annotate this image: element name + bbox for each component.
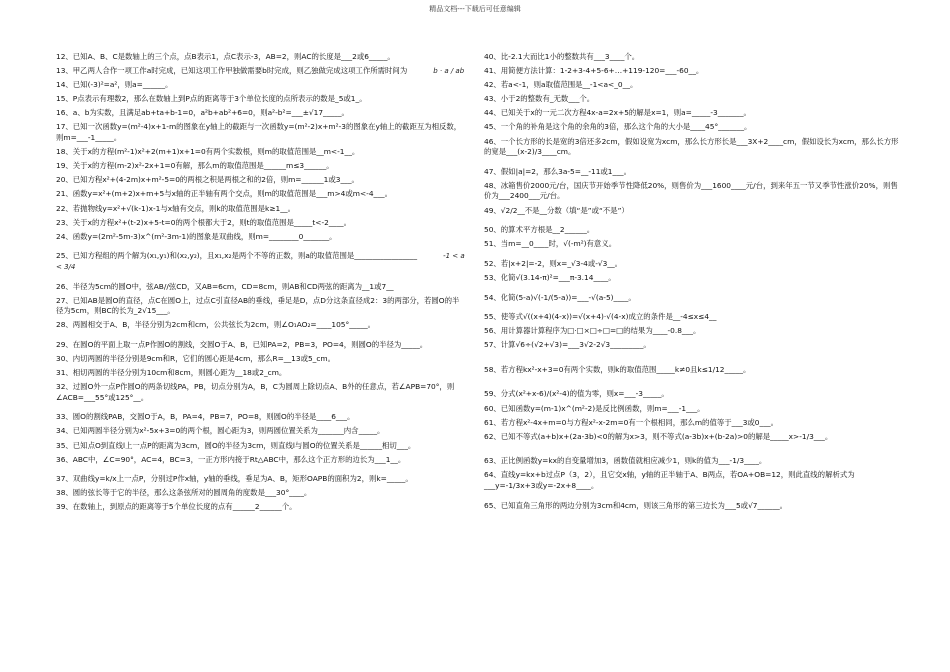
question-text: 46、一个长方形的长是宽的3倍还多2cm，假如设宽为xcm，那么长方形长是___3X+2____cm，假如设长为xcm，那么长方形的宽是___(x-2)/3____cm。 xyxy=(484,136,899,157)
question-text: 47、假如|a|=2，那么3a-5=__-11或1___。 xyxy=(484,166,631,176)
question-text: 26、半径为5cm的圆O中，弦AB//弦CD，又AB=6cm，CD=8cm，则AB和CD两弦的距离为__1或7__ xyxy=(56,281,394,291)
question-text: 18、关于x的方程(m²-1)x²+2(m+1)x+1=0有两个实数根，则m的取值范围是__m<-1__。 xyxy=(56,147,360,157)
question-item xyxy=(56,161,466,172)
question-text: 52、若|x+2|=-2，则x=_√3-4或-√3__。 xyxy=(484,258,623,268)
question-item xyxy=(56,502,466,513)
question-text: 63、正比例函数y=kx的自变量增加3，函数值就相应减少1，则k的值为___-1/3____。 xyxy=(484,456,767,466)
question-item xyxy=(484,206,904,217)
question-text: 15、P点表示有理数2，那么在数轴上到P点的距离等于3个单位长度的点所表示的数是_5或1_。 xyxy=(56,94,367,104)
question-text: 21、函数y=x²+(m+2)x+m+5与x轴的正半轴有两个交点，则m的取值范围是___m>4或m<-4___。 xyxy=(56,189,392,199)
question-item xyxy=(484,66,904,77)
question-item xyxy=(484,293,904,304)
question-formula: -1 < a < 3/4 xyxy=(56,252,465,271)
question-text: 48、冰箱售价2000元/台，国庆节开始季节性降低20%，则售价为___1600____元/台，到来年五一节又季节性涨价20%，则售价为___2400___元/台。 xyxy=(484,180,898,201)
question-text: 17、已知一次函数y=(m²-4)x+1-m的图象在y轴上的截距与一次函数y=(m²-2)x+m²-3的图象在y轴上的截距互为相反数，则m=___-1_____。 xyxy=(56,122,462,143)
question-text: 57、计算√6÷(√2+√3)=___3√2-2√3_________。 xyxy=(484,340,651,350)
question-text: 20、已知方程x²+(4-2m)x+m²-5=0的两根之积是两根之和的2倍，则m=______1或3___。 xyxy=(56,175,359,185)
question-text: 38、圆的弦长等于它的半径，那么这条弦所对的圆周角的度数是___30°____。 xyxy=(56,488,312,498)
question-item xyxy=(484,122,904,133)
question-item xyxy=(484,456,904,467)
question-text: 23、关于x的方程x²+(t-2)x+5-t=0的两个根都大于2，则t的取值范围是_____t<-2____。 xyxy=(56,217,351,227)
question-item xyxy=(56,368,466,379)
question-text: 65、已知直角三角形的两边分别为3cm和4cm，则该三角形的第三边长为___5或√7______。 xyxy=(484,500,788,510)
question-item xyxy=(56,474,466,485)
question-text: 32、过圆O外一点P作圆O的两条切线PA，PB，切点分别为A，B，C为圆周上除切点A、B外的任意点，若∠APB=70°，则∠ACB=___55°或125°__。 xyxy=(56,382,455,402)
question-item xyxy=(56,426,466,437)
question-text: 60、已知函数y=(m-1)x^(m²-2)是反比例函数，则m=___-1___。 xyxy=(484,403,705,413)
question-text: 25、已知方程组的两个解为(x₁,y₁)和(x₂,y₂)，且x₁,x₂是两个不等的正数，则a的取值范围是_________________ xyxy=(56,251,418,261)
question-item xyxy=(484,389,904,400)
question-item xyxy=(56,455,466,466)
question-text: 61、若方程x²-4x+m=0与方程x²-x-2m=0有一个根相同，那么m的值等于___3或0___。 xyxy=(484,417,778,427)
question-text: 13、甲乙两人合作一项工作a时完成，已知这项工作甲独做需要b时完成，则乙独做完成这项工作所需时间为 xyxy=(56,66,408,76)
question-item xyxy=(484,239,904,250)
question-item xyxy=(56,320,466,331)
question-item xyxy=(56,204,466,215)
question-item xyxy=(484,365,904,376)
question-text: 54、化简(5-a)√(-1/(5-a))=___-√(a-5)____。 xyxy=(484,292,636,302)
question-text: 36、ABC中，∠C=90°，AC=4，BC=3，一正方形内接于Rt△ABC中，那么这个正方形的边长为___1__。 xyxy=(56,454,406,464)
question-item xyxy=(484,52,904,63)
question-text: 55、使等式√((x+4)(4-x))=√(x+4)·√(4-x)成立的条件是__-4≤x≤4__ xyxy=(484,312,717,322)
question-item xyxy=(484,470,904,491)
question-item xyxy=(484,80,904,91)
question-text: 42、若a<-1，则a取值范围是__-1<a<_0__。 xyxy=(484,80,638,90)
question-item xyxy=(56,382,466,403)
question-item xyxy=(56,175,466,186)
question-item xyxy=(56,52,466,63)
question-item xyxy=(56,94,466,105)
question-item xyxy=(56,122,466,143)
question-text: 56、用计算器计算程序为□·□×□÷□=□的结果为____-0.8___。 xyxy=(484,326,701,336)
question-text: 58、若方程kx²-x+3=0有两个实数，则k的取值范围_____k≠0且k≤1/12_____。 xyxy=(484,364,751,374)
question-text: 40、比-2.1大而比1小的整数共有___3____个。 xyxy=(484,52,640,61)
question-item xyxy=(484,326,904,337)
question-item xyxy=(484,418,904,429)
question-item xyxy=(56,354,466,365)
right-column xyxy=(484,52,904,515)
question-item xyxy=(56,66,466,77)
question-item xyxy=(484,432,904,443)
left-column xyxy=(56,52,466,517)
question-item xyxy=(56,251,466,272)
question-item xyxy=(56,80,466,91)
question-item xyxy=(56,412,466,423)
question-text: 12、已知A、B、C是数轴上的三个点，点B表示1，点C表示-3，AB=2，则AC的长度是___2或6_____。 xyxy=(56,52,395,61)
question-item xyxy=(484,259,904,270)
question-text: 59、分式(x²+x-6)/(x²-4)的值为零，则x=___-3_____。 xyxy=(484,389,669,399)
question-item xyxy=(56,218,466,229)
question-item xyxy=(484,167,904,178)
question-item xyxy=(56,232,466,243)
question-item xyxy=(484,273,904,284)
question-text: 53、化简√(3.14-π)²=___π-3.14____。 xyxy=(484,272,616,282)
question-text: 45、一个角的补角是这个角的余角的3倍，那么这个角的大小是____45°_______。 xyxy=(484,122,752,132)
question-text: 43、小于2的整数有_无数___个。 xyxy=(484,94,595,104)
question-item xyxy=(56,488,466,499)
question-item xyxy=(484,312,904,323)
question-item xyxy=(56,189,466,200)
question-text: 64、直线y=kx+b过点P（3，2），且它交x轴，y轴的正半轴于A、B两点，若OA+OB=12，则此直线的解析式为___y=-1/3x+3或y=-2x+8____。 xyxy=(484,470,855,491)
question-item xyxy=(56,108,466,119)
question-text: 49、√2/2__不是__分数（填“是”或“不是”） xyxy=(484,205,629,215)
question-text: 29、在圆O的平面上取一点P作圆O的割线，交圆O于A、B，已知PA=2，PB=3，PO=4，则圆O的半径为_____。 xyxy=(56,339,428,349)
question-item xyxy=(56,296,466,317)
question-text: 27、已知AB是圆O的直径，点C在圆O上，过点C引直径AB的垂线，垂足是D，点D分这条直径成2：3的两部分，若圆O的半径为5cm，则BC的长为_2√15___。 xyxy=(56,295,460,316)
question-text: 50、的算术平方根是__2______。 xyxy=(484,225,595,235)
question-text: 39、在数轴上，到原点的距离等于5个单位长度的点有______2______个。 xyxy=(56,502,297,512)
question-text: 33、圆O的割线PAB，交圆O于A，B，PA=4，PB=7，PO=8，则圆O的半径是____6___。 xyxy=(56,412,355,422)
question-text: 35、已知点O到直线l上一点P的距离为3cm，圆O的半径为3cm，则直线l与圆O的位置关系是______相切___。 xyxy=(56,440,416,450)
question-item xyxy=(484,181,904,202)
question-item xyxy=(484,108,904,119)
question-item xyxy=(484,225,904,236)
question-text: 51、当m=__0____时，√(-m²)有意义。 xyxy=(484,239,617,249)
question-text: 16、a、b为实数，且满足ab+ta+b-1=0，a²b+ab²+6=0，则a²-b²=___±√17_____。 xyxy=(56,108,349,118)
question-text: 41、用简便方法计算：1-2+3-4+5-6+…+119-120=___-60__。 xyxy=(484,66,704,76)
question-text: 37、双曲线y=k/x上一点P，分别过P作x轴，y轴的垂线，垂足为A、B，矩形OAPB的面积为2，则k=_____。 xyxy=(56,474,413,484)
question-item xyxy=(56,340,466,351)
question-item xyxy=(484,137,904,158)
question-item xyxy=(56,441,466,452)
question-item xyxy=(56,282,466,293)
question-text: 44、已知关于x的一元二次方程4x-a=2x+5的解是x=1，则a=_____-3_______。 xyxy=(484,108,751,118)
question-item xyxy=(484,340,904,351)
page-header: 精品文档---下载后可任意编辑 xyxy=(429,5,521,13)
question-item xyxy=(56,147,466,158)
question-formula: b · a / ab xyxy=(433,67,465,76)
question-text: 28、两圆相交于A、B，半径分别为2cm和cm，公共弦长为2cm，则∠O₁AO₂=____105°_____。 xyxy=(56,320,376,330)
question-text: 14、已知(-3)²=a²，则a=______。 xyxy=(56,80,173,90)
question-text: 22、若抛物线y=x²+√(k-1)x-1与x轴有交点，则k的取值范围是k≥1__。 xyxy=(56,203,296,213)
question-text: 24、函数y=(2m²-5m-3)x^(m²-3m-1)的图象是双曲线，则m=________0_______。 xyxy=(56,231,337,241)
question-text: 62、已知不等式(a+b)x+(2a-3b)<0的解为x>3，则不等式(a-3b)x+(b-2a)>0的解是_____x>-1/3___。 xyxy=(484,431,833,441)
question-text: 34、已知两圆半径分别为x²-5x+3=0的两个根，圆心距为3，则两圆位置关系为_______内含_____。 xyxy=(56,426,385,436)
question-item xyxy=(484,501,904,512)
question-text: 30、内切两圆的半径分别是9cm和R，它们的圆心距是4cm，那么R=__13或5_cm。 xyxy=(56,353,336,363)
question-text: 19、关于x的方程(m-2)x²-2x+1=0有解，那么m的取值范围是______m≤3______。 xyxy=(56,161,334,171)
question-text: 31、相切两圆的半径分别为10cm和8cm，则圆心距为__18或2_cm。 xyxy=(56,368,287,378)
question-item xyxy=(484,94,904,105)
question-item xyxy=(484,404,904,415)
